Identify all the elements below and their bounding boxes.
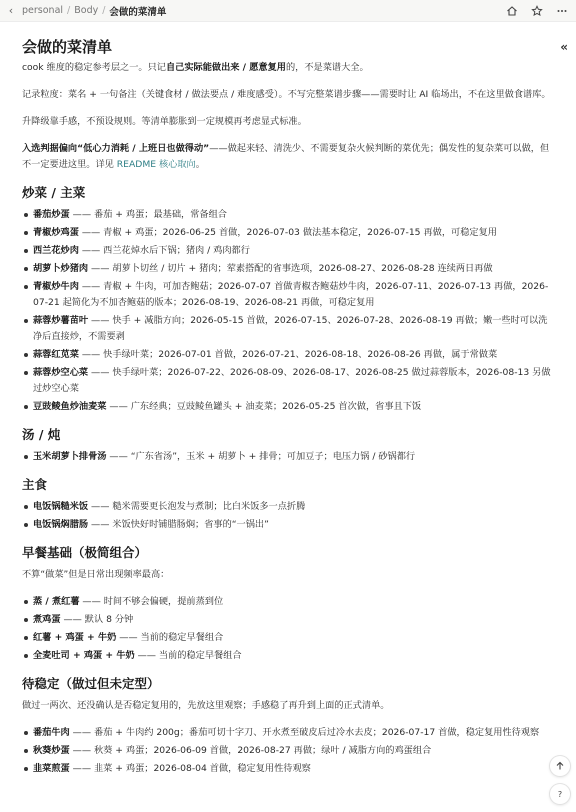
dish-name: 红薯 + 鸡蛋 + 牛奶 [33,632,117,643]
section-heading: 主食 [22,477,48,492]
dish-name: 煮鸡蛋 [33,614,61,625]
svg-text:?: ? [557,790,563,799]
dish-note: —— 时间不够会偏硬，提前蒸到位 [79,596,224,607]
section-heading: 炒菜 / 主菜 [22,185,86,200]
list-item [22,243,554,259]
dish-name: 韭菜煎蛋 [33,763,70,774]
dish-note: —— 糙米需要更长泡发与煮制；比白米饭多一点折腾 [88,501,306,512]
readme-link[interactable]: README 核心取向 [116,159,196,170]
dish-name: 西兰花炒肉 [33,245,79,256]
top-bar [0,0,576,22]
dish-name: 秋葵炒蛋 [33,745,70,756]
list-item [22,399,554,415]
dish-name: 蒜蓉炒薯苗叶 [33,315,89,326]
section-heading: 早餐基础（极简组合） [22,545,148,560]
dish-note: —— 快手 + 减脂方向；2026-05-15 首做，2026-07-15、2026-07-28、2026-08-19 再做；嫩一些时可以洗净后直接炒，不需要剥 [33,315,548,342]
dish-list [22,499,554,533]
dish-list [22,207,554,415]
list-item [22,279,554,311]
help-icon[interactable] [550,784,570,804]
list-item [22,365,554,397]
list-item [22,207,554,223]
dish-note: —— 番茄 + 牛肉约 200g；番茄可切十字刀、开水煮至破皮后过冷水去皮；2026-07-17 首做，稳定复用性待观察 [69,727,540,738]
breadcrumb-separator: / [102,5,106,16]
list-item [22,612,554,628]
list-item [22,449,554,465]
list-item [22,261,554,277]
granularity-paragraph: 记录粒度：菜名 + 一句备注（关键食材 / 做法要点 / 难度感受）。不写完整菜谱步骤——需要时让 AI 临场出，不在这里做食谱库。 [22,89,551,100]
dish-note: —— 胡萝卜切丝 / 切片 + 猪肉；荤素搭配的省事选项，2026-08-27、2026-08-28 连续两日再做 [88,263,493,274]
breadcrumb-item-current: 会做的菜清单 [109,6,167,18]
dish-note: —— 当前的稳定早餐组合 [134,650,242,661]
criteria-paragraph: 入选判据偏向“低心力消耗 / 上班日也做得动”——做起来轻、清洗少、不需要复杂火候判断的菜优先；偶发性的复杂菜可以做，但不一定要进这里。详见 README 核心取向。 [22,143,550,170]
promotion-paragraph: 升降级靠手感，不预设规则。等清单膨胀到一定规模再考虑显式标准。 [22,116,307,127]
section-description: 不算“做菜”但是日常出现频率最高： [22,569,170,580]
dish-note: —— 番茄 + 鸡蛋；最基础，常备组合 [69,209,227,220]
dish-list [22,594,554,664]
dish-name: 电饭锅糙米饭 [33,501,89,512]
dish-note: —— 快手绿叶菜；2026-07-01 首做，2026-07-21、2026-08-18、2026-08-26 再做，属于常做菜 [78,349,498,360]
dish-name: 蒸 / 煮红薯 [33,596,80,607]
dish-name: 全麦吐司 + 鸡蛋 + 牛奶 [33,650,135,661]
dish-note: —— 当前的稳定早餐组合 [116,632,224,643]
dish-note: —— 米饭快好时铺腊肠焖；省事的“一锅出” [88,519,269,530]
page-title: 会做的菜清单 [22,38,113,56]
dish-name: 胡萝卜炒猪肉 [33,263,89,274]
dish-note: —— 广东经典；豆豉鲮鱼罐头 + 油麦菜；2026-05-25 首次做，省事且下饭 [106,401,422,412]
dish-name: 蒜蓉炒空心菜 [33,367,89,378]
dish-name: 青椒炒鸡蛋 [33,227,79,238]
dish-note: —— 快手绿叶菜；2026-07-22、2026-08-09、2026-08-17、2026-08-25 做过蒜蓉版本，2026-08-13 另做过炒空心菜 [33,367,551,394]
list-item [22,313,554,345]
list-item [22,499,554,515]
breadcrumb-item-personal[interactable]: personal [22,5,64,16]
section-heading: 汤 / 炖 [22,427,61,442]
breadcrumb [22,4,166,18]
dish-list [22,725,554,777]
dish-name: 豆豉鲮鱼炒油麦菜 [33,401,107,412]
section-heading: 待稳定（做过但未定型） [22,676,160,691]
dish-note: —— 西兰花焯水后下锅；猪肉 / 鸡肉都行 [78,245,250,256]
list-item [22,225,554,241]
home-icon[interactable] [504,3,520,19]
more-icon[interactable] [554,3,570,19]
list-item [22,648,554,664]
intro-paragraph: cook 维度的稳定参考层之一。只记自己实际能做出来 / 愿意复用的，不是菜谱大全。 [22,62,369,73]
breadcrumb-item-body[interactable]: Body [74,5,99,16]
dish-name: 电饭锅焖腊肠 [33,519,89,530]
dish-list [22,449,554,465]
dish-name: 蒜蓉红苋菜 [33,349,79,360]
dish-name: 玉米胡萝卜排骨汤 [33,451,107,462]
collapse-sidebar-icon[interactable]: « [560,40,568,54]
dish-note: —— 秋葵 + 鸡蛋；2026-06-09 首做，2026-08-27 再做；绿叶 / 减脂方向的鸡蛋组合 [69,745,432,756]
breadcrumb-separator: / [67,5,71,16]
dish-note: —— 韭菜 + 鸡蛋；2026-08-04 首做，稳定复用性待观察 [69,763,311,774]
list-item [22,743,554,759]
list-item [22,594,554,610]
dish-note: —— 默认 8 分钟 [60,614,134,625]
dish-name: 番茄牛肉 [33,727,70,738]
dish-name: 青椒炒牛肉 [33,281,79,292]
list-item [22,517,554,533]
list-item [22,630,554,646]
scroll-top-icon[interactable] [550,756,570,776]
dish-note: —— 青椒 + 牛肉，可加杏鲍菇；2026-07-07 首做青椒杏鲍菇炒牛肉，2026-07-11、2026-07-13 再做，2026-07-21 起简化为不加杏鲍菇的版本；2026-08-19、2026-08-21 再做，可稳定复用 [33,281,549,308]
dish-note: —— 青椒 + 鸡蛋；2026-06-25 首做，2026-07-03 做法基本稳定，2026-07-15 再做，可稳定复用 [78,227,497,238]
document-body [22,30,554,781]
list-item [22,347,554,363]
star-icon[interactable] [529,3,545,19]
back-button[interactable]: ‹ [8,4,14,17]
list-item [22,725,554,741]
dish-name: 番茄炒蛋 [33,209,70,220]
section-description: 做过一两次、还没确认是否稳定复用的，先放这里观察；手感稳了再升到上面的正式清单。 [22,700,390,711]
list-item [22,761,554,777]
dish-note: —— “广东省汤”，玉米 + 胡萝卜 + 排骨；可加豆子；电压力锅 / 砂锅都行 [106,451,416,462]
